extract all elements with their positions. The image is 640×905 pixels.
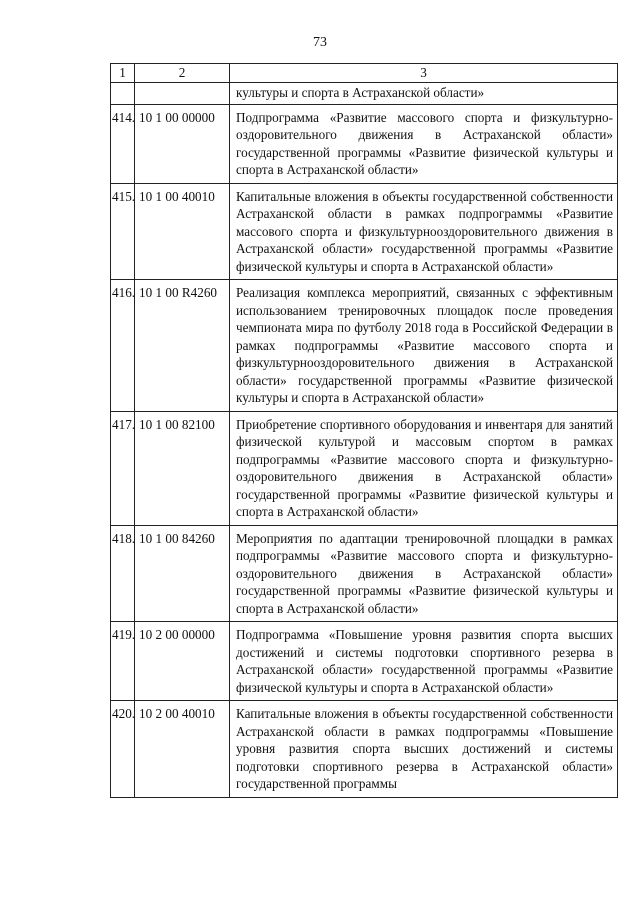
table-row [111,525,618,622]
row-number: 415. [111,183,135,280]
row-code: 10 1 00 82100 [135,411,230,525]
row-number: 418. [111,525,135,622]
table-row [111,411,618,525]
table-row [111,622,618,701]
column-header-code: 2 [135,64,230,83]
row-number: 419. [111,622,135,701]
row-number: 417. [111,411,135,525]
row-code: 10 2 00 00000 [135,622,230,701]
row-description: Приобретение спортивного оборудования и инвентаря для занятий физической культурой и массовым спортом в рамках подпрограммы «Развитие массового спорта и физкультурно-оздоровительного движения в Астраханской области» государственной программы «Развитие физической культуры и спорта в Астраханской области» [230,411,618,525]
page-number: 73 [313,35,327,50]
row-number: 416. [111,280,135,412]
row-code: 10 1 00 84260 [135,525,230,622]
table-header-row [111,64,618,83]
table-row-continuation [111,83,618,105]
row-description: Подпрограмма «Развитие массового спорта и физкультурно-оздоровительного движения в Астраханской области» государственной программы «Развитие физической культуры и спорта в Астраханской области» [230,104,618,183]
row-number: 414. [111,104,135,183]
table-row [111,701,618,798]
row-description: Капитальные вложения в объекты государственной собственности Астраханской области в рамках подпрограммы «Повышение уровня развития спорта высших достижений и системы подготовки спортивного резерва в Астраханской области» государственной программы [230,701,618,798]
row-code [135,83,230,105]
row-description: Мероприятия по адаптации тренировочной площадки в рамках подпрограммы «Развитие массового спорта и физкультурно-оздоровительного движения в Астраханской области» государственной программы «Развитие физической культуры и спорта в Астраханской области» [230,525,618,622]
row-number [111,83,135,105]
row-description: Подпрограмма «Повышение уровня развития спорта высших достижений и системы подготовки спортивного резерва в Астраханской области» государственной программы «Развитие физической культуры и спорта в Астраханской области» [230,622,618,701]
row-description: Капитальные вложения в объекты государственной собственности Астраханской области в рамках подпрограммы «Развитие массового спорта и физкультурнооздоровительного движения в Астраханской области» государственной программы «Развитие физической культуры и спорта в Астраханской области» [230,183,618,280]
table-row [111,280,618,412]
row-code: 10 1 00 40010 [135,183,230,280]
table-row [111,104,618,183]
row-description: культуры и спорта в Астраханской области» [230,83,618,105]
row-number: 420. [111,701,135,798]
column-header-number: 1 [111,64,135,83]
row-code: 10 1 00 00000 [135,104,230,183]
column-header-description: 3 [230,64,618,83]
row-description: Реализация комплекса мероприятий, связанных с эффективным использованием тренировочных площадок после проведения чемпионата мира по футболу 2018 года в Российской Федерации в рамках подпрограммы «Развитие массового спорта и физкультурнооздоровительного движения в Астраханской области» государственной программы «Развитие физической культуры и спорта в Астраханской области» [230,280,618,412]
table-row [111,183,618,280]
row-code: 10 1 00 R4260 [135,280,230,412]
budget-classification-table [110,63,618,798]
row-code: 10 2 00 40010 [135,701,230,798]
